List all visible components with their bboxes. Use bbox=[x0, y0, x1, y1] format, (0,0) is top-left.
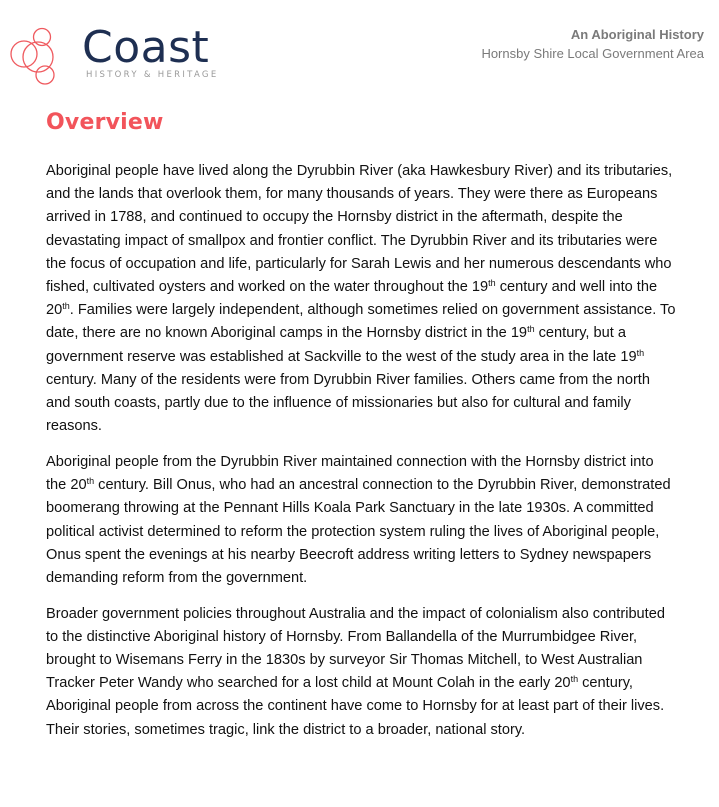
text-run: century. Bill Onus, who had an ancestral connection to the Dyrubbin River, demonstrated boomerang throwing at the Pennant Hills Koala Park Sanctuary in the late 1930s. A committed political activist determined to reform the protection system ruling the lives of Aboriginal people, Onus spent the evenings at his nearby Beecroft address writing letters to Sydney newspapers demanding reform from the government. bbox=[46, 477, 671, 586]
text-run: Aboriginal people have lived along the Dyrubbin River (aka Hawkesbury River) and its tributaries, and the lands that overlook them, for many thousands of years. They were there as Europeans arrived in 1788, and continued to occupy the Hornsby district in the aftermath, despite the devastating impact of smallpox and frontier conflict. The Dyrubbin River and its tributaries were the focus of occupation and life, particularly for Sarah Lewis and her numerous descendants who fished, cultivated oysters and worked on the water throughout the 19 bbox=[46, 163, 673, 296]
section-heading: Overview bbox=[46, 110, 164, 135]
body-content bbox=[46, 160, 676, 754]
text-run: century, Aboriginal people from across the continent have come to Hornsby for at least part of their lives. Their stories, sometimes tragic, link the district to a broader, national story. bbox=[46, 675, 665, 738]
text-run: century. Many of the residents were from Dyrubbin River families. Others came from the north and south coasts, partly due to the influence of missionaries but also for cultural and family reasons. bbox=[46, 371, 650, 435]
text-run: century, but a government reserve was established at Sackville to the west of the study area in the late 19 bbox=[46, 325, 637, 365]
text-run: century and well into the 20 bbox=[46, 279, 658, 319]
paragraph bbox=[46, 603, 676, 742]
coast-logo bbox=[8, 18, 218, 88]
superscript: th bbox=[636, 347, 645, 358]
text-run: Broader government policies throughout Australia and the impact of colonialism also contributed to the distinctive Aboriginal history of Hornsby. From Ballandella of the Murrumbidgee River, brought to Wisemans Ferry in the 1830s by surveyor Sir Thomas Mitchell, to West Australian Tracker Peter Wandy who searched for a lost child at Mount Colah in the early 20 bbox=[46, 605, 665, 692]
superscript: th bbox=[86, 476, 95, 487]
document-subtitle: Hornsby Shire Local Government Area bbox=[481, 46, 704, 61]
logo-tagline: HISTORY & HERITAGE bbox=[86, 70, 219, 80]
document-title: An Aboriginal History bbox=[570, 27, 704, 42]
logo-wordmark: Coast bbox=[82, 22, 210, 73]
paragraph bbox=[46, 160, 676, 438]
superscript: th bbox=[488, 278, 496, 289]
text-run: Aboriginal people from the Dyrubbin River maintained connection with the Hornsby district into the 20 bbox=[46, 453, 654, 494]
superscript: th bbox=[570, 674, 579, 685]
superscript: th bbox=[527, 324, 535, 335]
superscript: th bbox=[62, 301, 70, 312]
text-run: . Families were largely independent, although sometimes relied on government assistance. To date, there are no known Aboriginal camps in the Hornsby district in the 19 bbox=[46, 302, 676, 342]
overlapping-circles-logo-icon bbox=[8, 18, 78, 88]
paragraph bbox=[46, 451, 676, 590]
document-header bbox=[481, 25, 704, 63]
